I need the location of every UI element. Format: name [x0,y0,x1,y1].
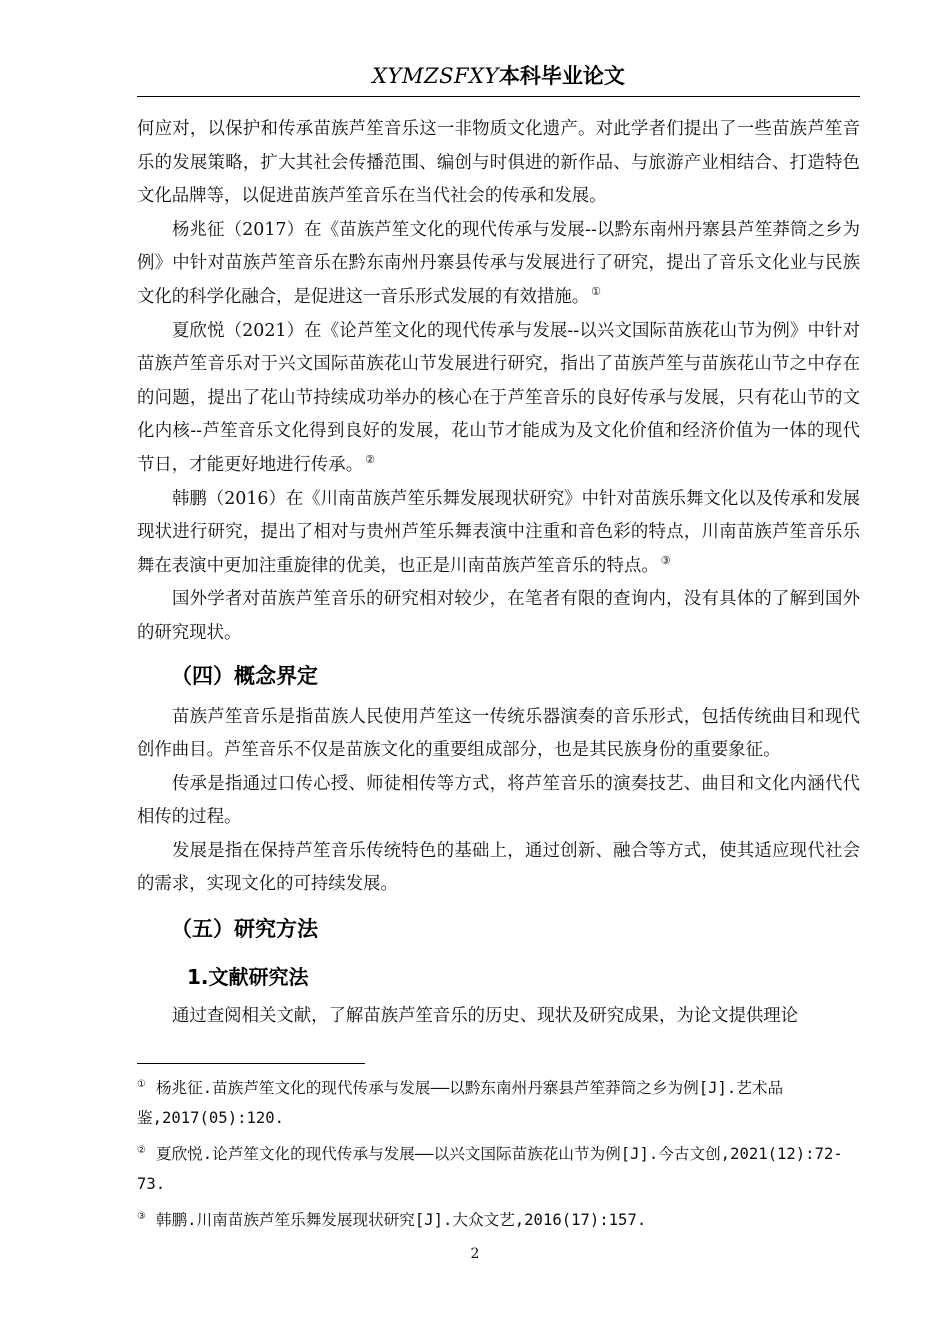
paragraph-definition-inheritance: 传承是指通过口传心授、师徒相传等方式，将芦笙音乐的演奏技艺、曲目和文化内涵代代相传的过程。 [137,773,860,828]
paragraph-literature-method: 通过查阅相关文献，了解苗族芦笙音乐的历史、现状及研究成果，为论文提供理论 [172,1006,799,1027]
footnote-1 [137,1073,860,1133]
footnote-text: 杨兆征.苗族芦笙文化的现代传承与发展——以黔东南州丹寨县芦笙莽筒之乡为例[J].艺术品鉴,2017(05):120. [137,1079,784,1127]
paragraph-text: 杨兆征（2017）在《苗族芦笙文化的现代传承与发展--以黔东南州丹寨县芦笙莽筒之乡为例》中针对苗族芦笙音乐在黔东南州丹寨县传承与发展进行了研究，提出了音乐文化业与民族文化的科学化融合，是促进这一音乐形式发展的有效措施。 [137,219,860,307]
paragraph-text: 夏欣悦（2021）在《论芦笙文化的现代传承与发展--以兴文国际苗族花山节为例》中针对苗族芦笙音乐对于兴文国际苗族花山节发展进行研究，指出了苗族芦笙与苗族花山节之中存在的问题，提出了花山节持续成功举办的核心在于芦笙音乐的良好传承与发展，只有花山节的文化内核--芦笙音乐文化得到良好的发展，花山节才能成为及文化价值和经济价值为一体的现代节日，才能更好地进行传承。 [137,320,860,475]
footnote-text: 韩鹏.川南苗族芦笙乐舞发展现状研究[J].大众文艺,2016(17):157. [155,1211,647,1229]
footnote-ref-2[interactable]: ② [365,452,375,466]
section-heading-concept: （四）概念界定 [171,663,318,688]
subsection-heading-literature: 1.文献研究法 [187,965,309,990]
footnote-2 [137,1139,860,1199]
paragraph-han-peng [137,483,860,584]
paragraph-definition-development: 发展是指在保持芦笙音乐传统特色的基础上，通过创新、融合等方式，使其适应现代社会的需求，实现文化的可持续发展。 [137,840,860,895]
footnote-mark: ① [137,1079,146,1090]
footnote-separator [137,1063,365,1064]
running-header [137,58,860,94]
paragraph-text: 何应对，以保护和传承苗族芦笙音乐这一非物质文化遗产。对此学者们提出了一些苗族芦笙音乐的发展策略，扩大其社会传播范围、编创与时俱进的新作品、与旅游产业相结合、打造特色文化品牌等，以促进苗族芦笙音乐在当代社会的传承和发展。 [137,119,860,207]
footnote-ref-1[interactable]: ① [591,284,602,298]
paragraph-xia-xinyue [137,315,860,483]
footnote-mark: ③ [137,1211,146,1222]
paragraph-continued [137,113,860,214]
footnote-3 [137,1205,860,1235]
body-text [137,113,860,1034]
section-heading-method: （五）研究方法 [171,917,318,942]
page-number: 2 [470,1246,480,1262]
header-school-code: XYMZSFXY [372,64,499,88]
header-thesis-label: 本科毕业论文 [498,63,625,88]
header-rule [137,96,860,97]
paragraph-text: 韩鹏（2016）在《川南苗族芦笙乐舞发展现状研究》中针对苗族乐舞文化以及传承和发展现状进行研究，提出了相对与贵州芦笙乐舞表演中注重和音色彩的特点，川南苗族芦笙音乐乐舞在表演中更加注重旋律的优美，也正是川南苗族芦笙音乐的特点。 [137,488,860,576]
footnote-ref-3[interactable]: ③ [660,553,671,567]
paragraph-definition-music: 苗族芦笙音乐是指苗族人民使用芦笙这一传统乐器演奏的音乐形式，包括传统曲目和现代创作曲目。芦笙音乐不仅是苗族文化的重要组成部分，也是其民族身份的重要象征。 [137,706,860,761]
footnote-text: 夏欣悦.论芦笙文化的现代传承与发展——以兴文国际苗族花山节为例[J].今古文创,2021(12):72-73. [137,1145,843,1193]
paragraph-yang-zhaozheng [137,214,860,315]
footnote-mark: ② [137,1145,146,1156]
paragraph-foreign-research: 国外学者对苗族芦笙音乐的研究相对较少，在笔者有限的查询内，没有具体的了解到国外的研究现状。 [137,589,860,643]
footnotes [137,1073,860,1241]
